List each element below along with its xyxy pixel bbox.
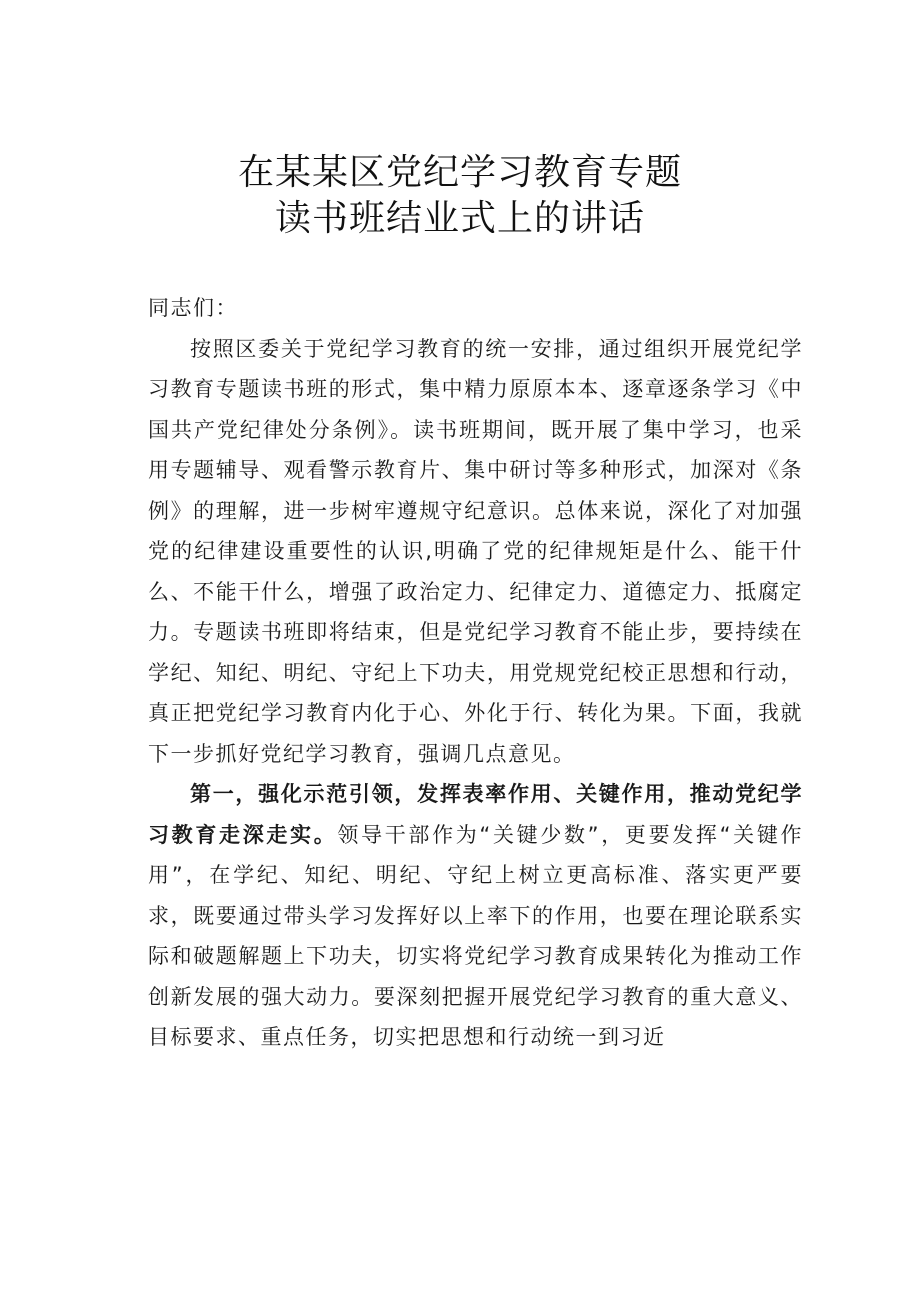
document-title <box>0 150 920 242</box>
paragraph-2 <box>148 774 803 1058</box>
title-line-1: 在某某区党纪学习教育专题 <box>237 152 682 193</box>
salutation: 同志们： <box>148 296 238 320</box>
paragraph-1: 按照区委关于党纪学习教育的统一安排，通过组织开展党纪学习教育专题读书班的形式，集中精力原原本本、逐章逐条学习《中国共产党纪律处分条例》。读书班期间，既开展了集中学习，也采用专题辅导、观看警示教育片、集中研讨等多种形式，加深对《条例》的理解，进一步树牢遵规守纪意识。总体来说，深化了对加强党的纪律建设重要性的认识,明确了党的纪律规矩是什么、能干什么、不能干什么，增强了政治定力、纪律定力、道德定力、抵腐定力。专题读书班即将结束，但是党纪学习教育不能止步，要持续在学纪、知纪、明纪、守纪上下功夫，用党规党纪校正思想和行动，真正把党纪学习教育内化于心、外化于行、转化为果。下面，我就下一步抓好党纪学习教育，强调几点意见。 <box>148 336 803 766</box>
paragraph-2-lead: 第一，强化示范引领，发挥表率作用、关键作用，推动党纪学习教育走深走实。 <box>148 782 803 847</box>
title-line-2: 读书班结业式上的讲话 <box>274 198 645 239</box>
paragraph-2-text: 领导干部作为“关键少数”，更要发挥“关键作用”，在学纪、知纪、明纪、守纪上树立更高标准、落实更严要求，既要通过带头学习发挥好以上率下的作用，也要在理论联系实际和破题解题上下功夫，切实将党纪学习教育成果转化为推动工作创新发展的强大动力。要深刻把握开展党纪学习教育的重大意义、目标要求、重点任务，切实把思想和行动统一到习近 <box>148 822 803 1049</box>
document-body <box>148 288 803 1058</box>
